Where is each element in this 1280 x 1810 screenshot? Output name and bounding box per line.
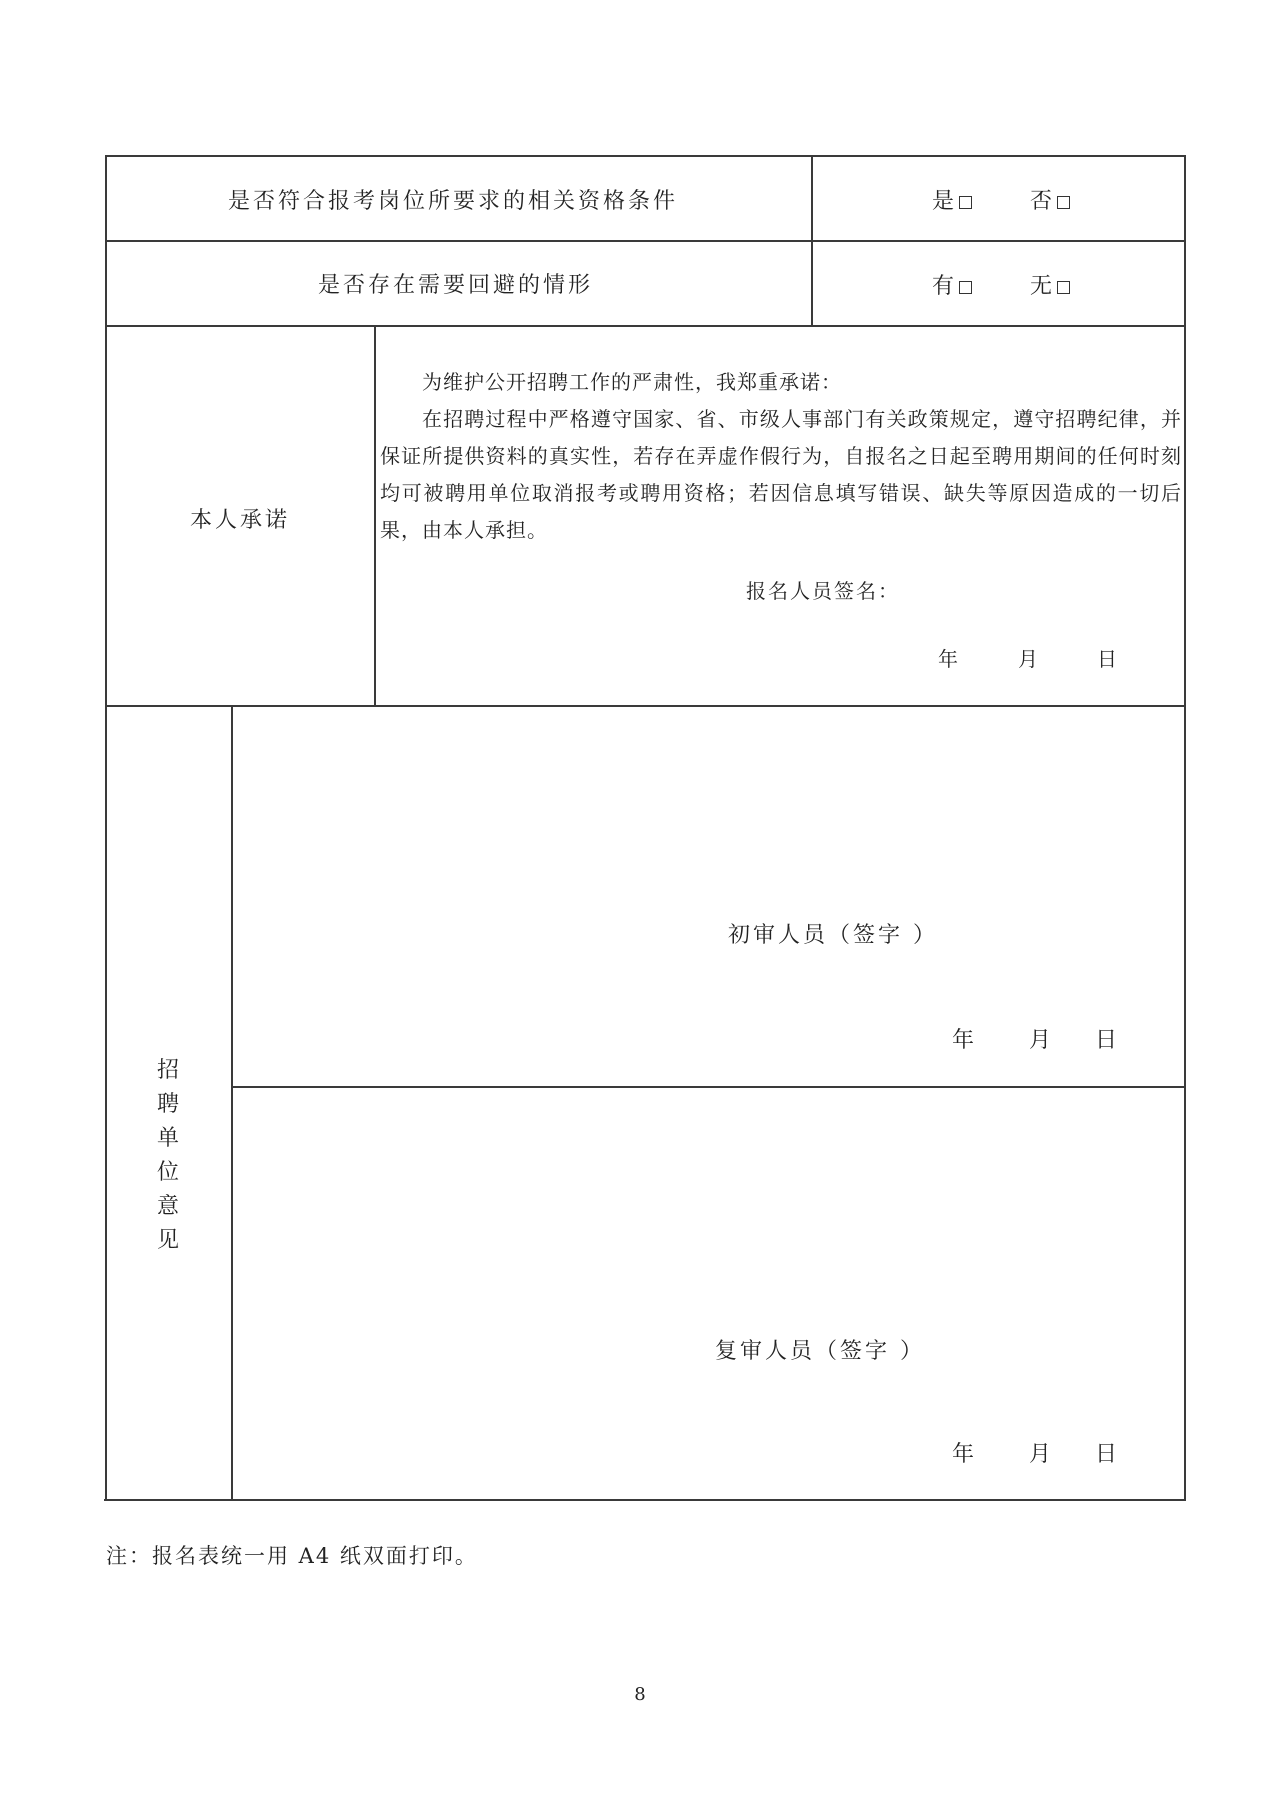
pledge-bottom-border [106, 705, 1186, 707]
row2-bottom-border [106, 325, 1186, 327]
qualification-options [932, 184, 1070, 215]
second-review-date-year: 年 [952, 1442, 978, 1467]
checkbox-icon[interactable] [1057, 196, 1070, 209]
checkbox-icon[interactable] [1057, 281, 1070, 294]
opinion-label-line-1: 招聘 [156, 1058, 179, 1117]
opinion-column-divider [231, 705, 233, 1501]
avoidance-question: 是否存在需要回避的情形 [318, 273, 594, 298]
qualification-yes-option[interactable]: 是 [932, 184, 972, 215]
pledge-body: 在招聘过程中严格遵守国家、省、市级人事部门有关政策规定，遵守招聘纪律，并保证所提供资料的真实性，若存在弄虚作假行为，自报名之日起至聘用期间的任何时刻均可被聘用单位取消报考或聘用资格；若因信息填写错误、缺失等原因造成的一切后果，由本人承担。 [380, 407, 1182, 542]
first-reviewer-signature-label: 初审人员（签字 ） [728, 923, 938, 948]
qualification-question: 是否符合报考岗位所要求的相关资格条件 [228, 189, 679, 214]
second-review-date-day: 日 [1095, 1442, 1121, 1467]
table-right-border [1184, 155, 1186, 1501]
table-top-border [106, 155, 1186, 157]
print-note: 注：报名表统一用 A4 纸双面打印。 [106, 1544, 478, 1568]
pledge-date-year: 年 [938, 647, 961, 671]
pledge-intro: 为维护公开招聘工作的严肃性，我郑重承诺： [422, 370, 842, 394]
avoidance-options [932, 269, 1070, 300]
pledge-label: 本人承诺 [190, 508, 291, 533]
table-left-border [105, 155, 107, 1501]
second-reviewer-signature-label: 复审人员（签字 ） [715, 1339, 925, 1364]
applicant-signature-label: 报名人员签名： [746, 579, 900, 603]
opinion-label-line-2: 单位 [156, 1126, 179, 1185]
pledge-date-day: 日 [1097, 647, 1120, 671]
opinion-label-line-3: 意见 [156, 1194, 179, 1253]
first-review-date-month: 月 [1029, 1028, 1055, 1053]
page-number: 8 [634, 1684, 646, 1705]
pledge-text [380, 364, 1182, 549]
table-bottom-border [104, 1499, 1186, 1501]
first-review-date-day: 日 [1095, 1028, 1121, 1053]
row1-bottom-border [106, 240, 1186, 242]
option-column-divider [811, 155, 813, 327]
opinion-label [148, 1054, 188, 1258]
qualification-no-option[interactable]: 否 [1030, 184, 1070, 215]
avoidance-no-option[interactable]: 无 [1030, 269, 1070, 300]
second-review-date-month: 月 [1029, 1442, 1055, 1467]
avoidance-yes-option[interactable]: 有 [932, 269, 972, 300]
pledge-date-month: 月 [1018, 647, 1041, 671]
checkbox-icon[interactable] [959, 281, 972, 294]
pledge-column-divider [374, 325, 376, 707]
first-review-bottom-border [232, 1086, 1186, 1088]
checkbox-icon[interactable] [959, 196, 972, 209]
first-review-date-year: 年 [952, 1028, 978, 1053]
